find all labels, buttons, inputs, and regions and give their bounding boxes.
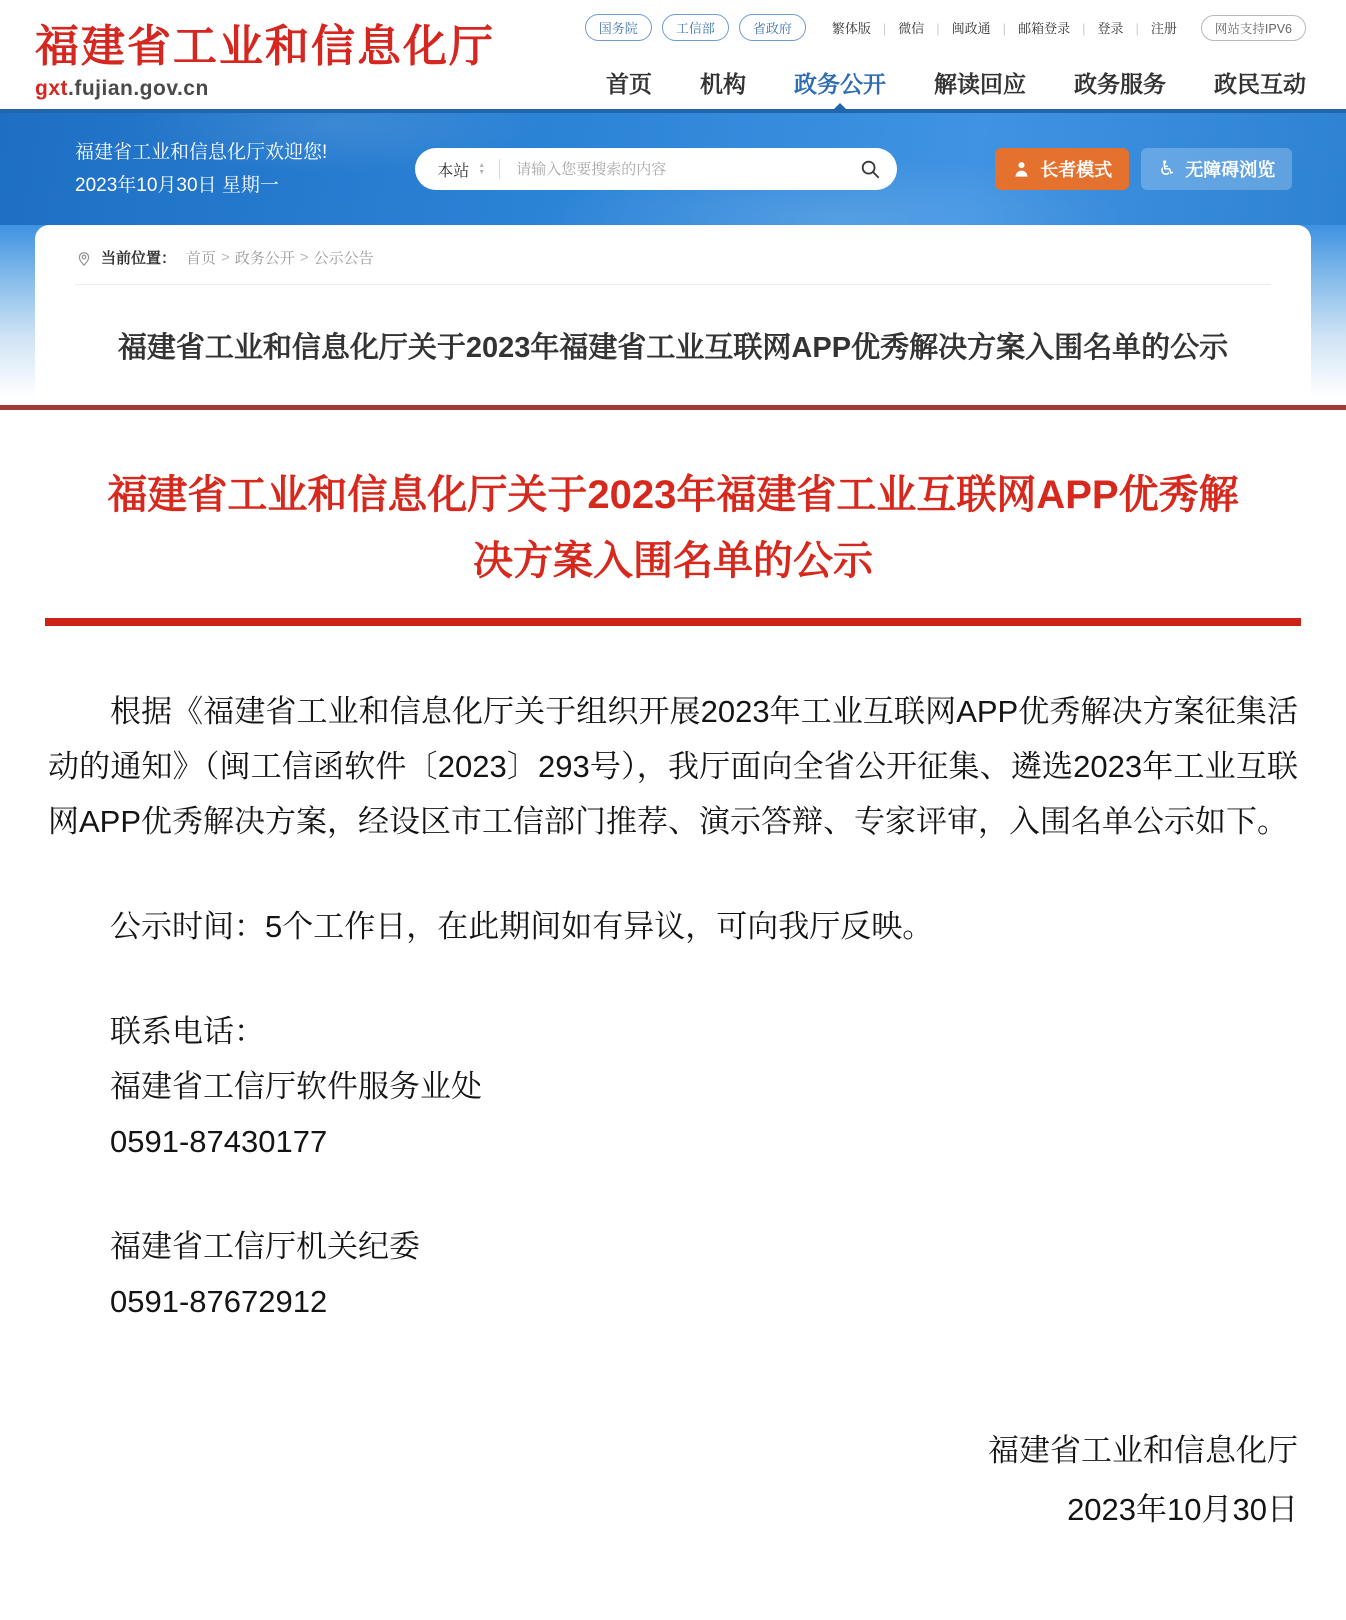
- link-login[interactable]: | 登录: [1070, 18, 1123, 37]
- arrow-down-icon: ▼: [478, 169, 486, 176]
- header-right: [575, 12, 1306, 109]
- location-pin-icon: [75, 249, 93, 267]
- site-domain: [35, 77, 495, 101]
- link-minzhengtong[interactable]: | 闽政通: [924, 18, 990, 37]
- title-underline-bar: [45, 618, 1301, 626]
- accessibility-button[interactable]: [1141, 148, 1292, 190]
- nav-interpretation[interactable]: 解读回应: [934, 71, 1026, 97]
- site-domain-prefix: gxt: [35, 76, 68, 100]
- signature-org: 福建省工业和信息化厅: [988, 1433, 1298, 1468]
- article: [0, 410, 1346, 1579]
- search-box: [415, 148, 897, 190]
- link-provincial-gov[interactable]: 省政府: [739, 14, 806, 41]
- card-divider: [75, 284, 1271, 285]
- signature-block: [48, 1421, 1298, 1539]
- contact-phone-1: 0591-87430177: [110, 1124, 328, 1159]
- paragraph-publicity-period: 公示时间：5个工作日，在此期间如有异议，可向我厅反映。: [110, 909, 934, 944]
- banner-date: 2023年10月30日 星期一: [75, 175, 279, 196]
- contact-dept-1: 福建省工信厅软件服务业处: [110, 1069, 482, 1104]
- signature-date: 2023年10月30日: [1067, 1492, 1298, 1527]
- contact-dept-2: 福建省工信厅机关纪委: [110, 1229, 420, 1264]
- ipv6-badge: 网站支持IPV6: [1201, 15, 1306, 41]
- article-title: [0, 410, 1346, 594]
- utility-links-row: [575, 14, 1306, 41]
- site-domain-suffix: .fujian.gov.cn: [68, 76, 209, 100]
- page-title: 福建省工业和信息化厅关于2023年福建省工业互联网APP优秀解决方案入围名单的公示: [117, 332, 1229, 364]
- breadcrumb-separator: >: [221, 249, 230, 266]
- nav-gov-disclosure[interactable]: 政务公开: [794, 66, 886, 99]
- accessibility-label: 无障碍浏览: [1185, 160, 1276, 180]
- nav-organization[interactable]: 机构: [700, 71, 746, 97]
- contact-block-1: [48, 1004, 1298, 1169]
- breadcrumb-gov-disclosure[interactable]: 政务公开: [234, 250, 295, 267]
- nav-public-interaction[interactable]: 政民互动: [1214, 71, 1306, 97]
- sort-arrows-icon: [478, 162, 485, 176]
- article-title-line1: 福建省工业和信息化厅关于2023年福建省工业互联网APP优秀解: [107, 473, 1239, 517]
- banner: [0, 113, 1346, 225]
- breadcrumb-label: 当前位置：: [101, 250, 177, 267]
- nav-gov-services[interactable]: 政务服务: [1074, 71, 1166, 97]
- nav-home[interactable]: 首页: [606, 71, 652, 97]
- site-logo[interactable]: 福建省工业和信息化厅: [35, 21, 495, 71]
- elder-mode-button[interactable]: [995, 148, 1129, 190]
- paragraph-intro: 根据《福建省工业和信息化厅关于组织开展2023年工业互联网APP优秀解决方案征集活动的通知》（闽工信函软件〔2023〕293号），我厅面向全省公开征集、遴选2023年工业互联网APP优秀解决方案，经设区市工信部门推荐、演示答辩、专家评审，入围名单公示如下。: [48, 694, 1298, 839]
- breadcrumb: [75, 247, 1271, 268]
- contact-block-2: [48, 1219, 1298, 1329]
- main-nav: [606, 66, 1306, 109]
- person-icon: [1012, 160, 1031, 179]
- breadcrumb-separator: >: [299, 249, 309, 266]
- welcome-block: [75, 136, 327, 202]
- article-title-line2: 决方案入围名单的公示: [473, 539, 873, 583]
- arrow-up-icon: ▲: [478, 162, 486, 169]
- link-register[interactable]: | 注册: [1123, 18, 1176, 37]
- hero-section: [0, 225, 1346, 405]
- search-input[interactable]: [514, 160, 849, 179]
- search-scope-select[interactable]: [437, 158, 485, 181]
- wheelchair-icon: ♿: [1158, 158, 1177, 180]
- elder-mode-label: 长者模式: [1040, 160, 1113, 180]
- article-body: [0, 626, 1346, 1579]
- contact-phone-2: 0591-87672912: [110, 1284, 328, 1319]
- link-mail-login[interactable]: | 邮箱登录: [991, 18, 1070, 37]
- link-state-council[interactable]: 国务院: [585, 14, 652, 41]
- account-links: [832, 18, 1177, 37]
- search-divider: [499, 159, 500, 179]
- breadcrumb-home[interactable]: 首页: [186, 250, 217, 267]
- link-wechat[interactable]: | 微信: [871, 18, 924, 37]
- site-header: [0, 0, 1346, 113]
- contact-heading: 联系电话：: [110, 1014, 265, 1049]
- content-card: [35, 225, 1311, 405]
- logo-block: [35, 12, 495, 109]
- breadcrumb-public-notice[interactable]: 公示公告: [313, 250, 374, 267]
- link-traditional-chinese[interactable]: 繁体版: [831, 21, 871, 36]
- search-scope-value: 本站: [437, 162, 470, 180]
- search-icon[interactable]: [859, 158, 881, 180]
- link-miit[interactable]: 工信部: [662, 14, 729, 41]
- welcome-text: 福建省工业和信息化厅欢迎您!: [75, 142, 328, 163]
